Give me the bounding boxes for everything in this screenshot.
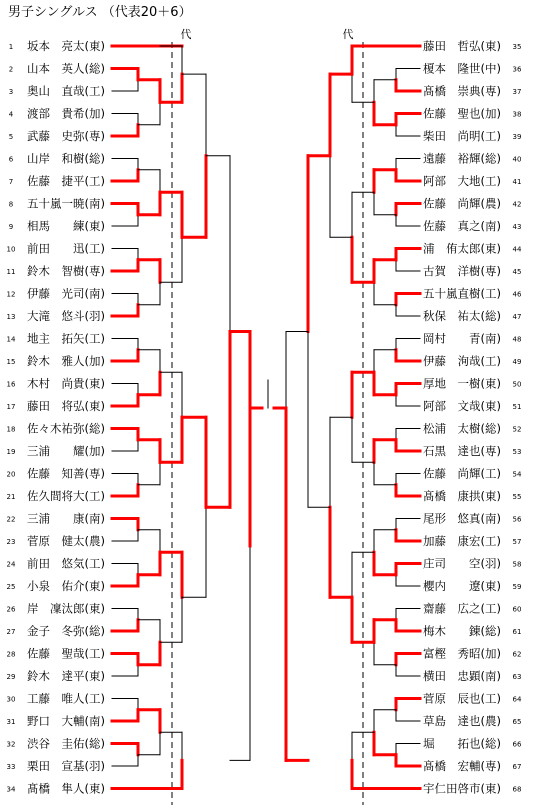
player-name: 五十嵐一暁(南) [27,196,105,211]
player-name: 秋保 祐太(総) [423,309,501,323]
player-name: 伊藤 洵哉(工) [423,354,501,368]
player-name: 佐藤 知善(専) [27,466,105,481]
player-name: 髙橋 崇典(専) [423,84,501,98]
player-name: 藤田 将弘(東) [27,399,105,413]
player-name: 山岸 和樹(総) [27,151,105,166]
player-number: 17 [6,403,16,411]
player-name: 伊藤 光司(南) [27,286,105,301]
player-number: 8 [8,200,14,209]
player-name: 古賀 洋樹(専) [423,264,501,278]
player-name: 草島 達也(農) [423,714,501,728]
player-number: 67 [512,763,522,771]
player-name: 菅原 辰也(工) [423,691,501,706]
player-number: 7 [8,178,14,186]
player-name: 渡部 貴希(加) [27,106,105,121]
player-name: 木村 尚貴(東) [27,376,105,391]
player-number: 22 [6,515,16,524]
player-name: 阿部 文哉(東) [423,399,501,413]
player-number: 32 [6,740,16,749]
player-number: 12 [6,290,16,299]
player-name: 髙橋 康拱(東) [423,489,501,503]
player-number: 28 [6,650,16,659]
player-number: 10 [6,245,16,254]
qualifier-mark: 代 [180,28,192,41]
player-name: 藤田 哲弘(東) [423,39,501,53]
player-number: 41 [512,178,522,186]
player-number: 29 [6,673,16,681]
player-name: 工藤 唯人(工) [27,691,105,706]
player-name: 岡村 青(南) [423,331,501,346]
player-number: 20 [6,470,16,479]
player-name: 坂本 亮太(東) [27,39,105,53]
player-number: 39 [512,133,522,141]
player-number: 30 [6,695,16,704]
player-name: 佐々木祐弥(総) [27,421,105,436]
player-name: 齋藤 広之(工) [423,601,501,616]
player-number: 42 [512,200,522,209]
player-number: 45 [512,268,522,276]
player-name: 相馬 練(東) [27,219,105,233]
player-number: 18 [6,425,16,434]
player-number: 50 [512,380,522,389]
player-number: 65 [512,718,522,726]
player-name: 佐藤 尚輝(農) [423,196,501,211]
player-number: 33 [6,763,16,771]
player-name: 尾形 悠真(南) [423,511,501,526]
player-name: 五十嵐直樹(工) [423,286,501,301]
player-name: 佐藤 尚輝(工) [423,466,501,481]
player-number: 36 [512,65,522,74]
player-number: 27 [6,628,16,636]
player-number: 21 [6,493,16,501]
player-number: 14 [6,335,16,344]
player-number: 66 [512,740,522,749]
player-name: 地主 拓矢(工) [27,331,105,346]
player-number: 53 [512,448,522,456]
player-name: 武藤 史弥(専) [27,129,105,143]
player-name: 石黒 達也(専) [423,444,501,458]
player-number: 1 [8,43,14,51]
player-name: 髙橋 隼人(東) [27,781,105,796]
player-name: 佐藤 聖也(加) [423,106,501,121]
player-name: 佐久間将大(工) [27,489,105,503]
player-name: 松浦 太樹(総) [423,421,501,436]
player-number: 2 [8,65,14,74]
player-number: 26 [6,605,16,614]
player-number: 6 [8,155,14,164]
player-number: 19 [6,448,16,456]
player-name: 髙橋 宏輔(専) [423,759,501,773]
player-name: 堀 拓也(総) [423,736,501,751]
player-name: 渋谷 圭佑(総) [27,736,105,751]
player-name: 横田 忠顕(南) [423,669,501,683]
player-name: 三浦 康(南) [27,511,105,526]
player-number: 51 [512,403,522,411]
player-number: 56 [512,515,522,524]
player-number: 58 [512,560,522,569]
player-number: 48 [512,335,522,344]
player-name: 山本 英人(総) [27,61,105,76]
player-number: 57 [512,538,522,546]
page-title: 男子シングルス （代表20＋6） [8,5,192,20]
player-number: 64 [512,695,522,704]
player-number: 35 [512,43,522,51]
player-number: 16 [6,380,16,389]
player-number: 31 [6,718,16,726]
player-name: 鈴木 達平(東) [27,669,105,683]
player-number: 38 [512,110,522,119]
player-number: 4 [8,110,14,119]
player-name: 菅原 健太(農) [27,534,105,548]
player-name: 宇仁田啓市(東) [423,781,501,796]
player-number: 15 [6,358,16,366]
player-number: 43 [512,223,522,231]
player-name: 榎本 隆世(中) [423,61,501,76]
player-name: 庄司 空(羽) [423,556,501,571]
player-number: 60 [512,605,522,614]
player-name: 金子 冬弥(総) [27,624,105,638]
player-number: 49 [512,358,522,366]
player-name: 大滝 悠斗(羽) [27,309,105,323]
player-name: 岸 凜汰郎(東) [27,601,105,616]
player-name: 小泉 佑介(東) [27,579,105,593]
player-number: 54 [512,470,522,479]
player-number: 59 [512,583,522,591]
player-number: 68 [512,785,522,794]
player-name: 佐藤 聖哉(工) [27,646,105,661]
qualifier-mark: 代 [342,28,354,41]
player-name: 三浦 耀(加) [27,444,105,458]
player-name: 浦 侑太郎(東) [423,241,501,256]
player-name: 富樫 秀昭(加) [423,646,501,661]
player-name: 奥山 直哉(工) [27,84,105,98]
player-name: 加藤 康宏(工) [423,534,501,548]
player-number: 40 [512,155,522,164]
player-number: 34 [6,785,16,794]
player-number: 55 [512,493,522,501]
player-number: 25 [6,583,16,591]
player-name: 阿部 大地(工) [423,174,501,188]
player-name: 野口 大輔(南) [27,714,105,728]
player-number: 9 [8,223,14,231]
player-name: 櫻内 遼(東) [423,579,501,593]
player-name: 佐藤 捷平(工) [27,174,105,188]
player-number: 5 [8,133,14,141]
player-name: 厚地 一樹(東) [423,376,501,391]
player-number: 61 [512,628,522,636]
player-name: 鈴木 雅人(加) [27,354,105,368]
player-number: 13 [6,313,16,321]
player-number: 47 [512,313,522,321]
player-name: 遠藤 裕輝(総) [423,151,501,166]
player-number: 3 [8,88,14,96]
player-number: 24 [6,560,16,569]
player-name: 佐藤 真之(南) [423,219,501,233]
player-number: 37 [512,88,522,96]
player-name: 前田 迅(工) [27,241,105,256]
player-number: 11 [6,268,16,276]
player-name: 梅木 錬(総) [423,624,501,638]
player-number: 62 [512,650,522,659]
player-number: 63 [512,673,522,681]
player-number: 46 [512,290,522,299]
player-name: 柴田 尚明(工) [423,129,501,143]
player-name: 鈴木 智樹(専) [27,264,105,278]
player-number: 44 [512,245,522,254]
player-number: 52 [512,425,522,434]
player-name: 前田 悠気(工) [27,556,105,571]
player-name: 栗田 宣基(羽) [27,759,105,773]
player-number: 23 [6,538,16,546]
